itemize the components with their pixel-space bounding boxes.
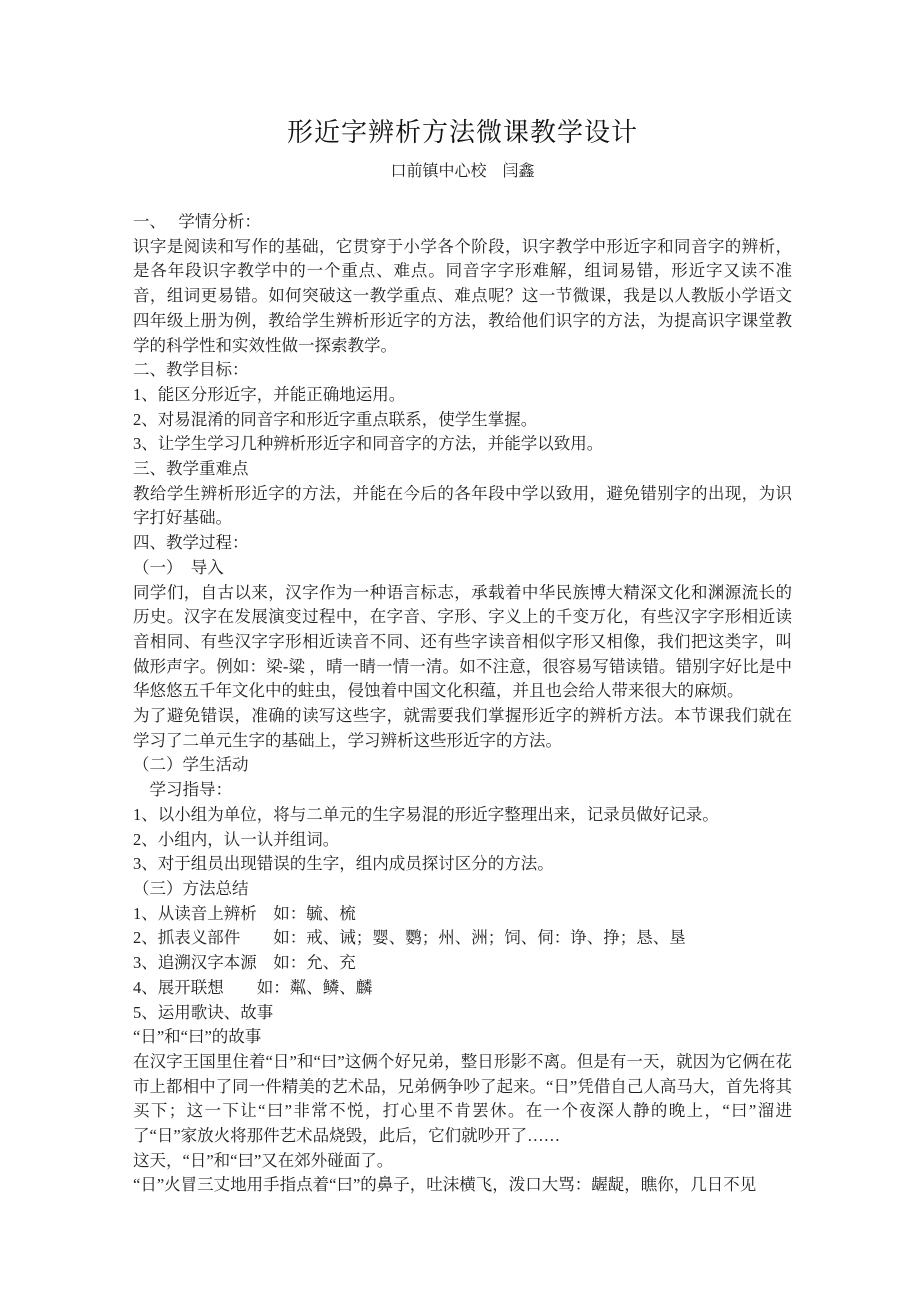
paragraph: 3、对于组员出现错误的生字，组内成员探讨区分的方法。 (133, 854, 554, 874)
paragraph: 2、抓表义部件 如：戒、诫；婴、鹦；州、洲；饲、伺：诤、挣；恳、垦 (133, 928, 686, 948)
document-title: 形近字辨析方法微课教学设计 (286, 118, 638, 147)
paragraph: “日”火冒三丈地用手指点着“曰”的鼻子，吐沫横飞，泼口大骂：龌龊，瞧你，几日不见 (133, 1175, 757, 1195)
paragraph: 三、教学重难点 (133, 459, 249, 479)
paragraph: 为了避免错误，准确的读写这些字，就需要我们掌握形近字的辨析方法。本节课我们就在学习了二单元生字的基础上，学习辨析这些形近字的方法。 (133, 706, 792, 750)
paragraph: （三）方法总结 (133, 878, 249, 898)
paragraph: 2、小组内，认一认并组词。 (133, 829, 340, 849)
paragraph: 3、追溯汉字本源 如：允、充 (133, 953, 356, 973)
paragraph: 四、教学过程： (133, 533, 249, 553)
paragraph: 教给学生辨析形近字的方法，并能在今后的各年段中学以致用，避免错别字的出现，为识字打好基础。 (133, 483, 792, 528)
document-content (0, 112, 920, 1198)
paragraph: 3、让学生学习几种辨析形近字和同音字的方法，并能学以致用。 (133, 434, 604, 454)
paragraph: 1、从读音上辨析 如：毓、梳 (133, 903, 356, 923)
paragraph: 5、运用歌诀、故事 (133, 1002, 274, 1022)
paragraph: 二、教学目标： (133, 360, 249, 380)
paragraph: 识字是阅读和写作的基础，它贯穿于小学各个阶段，识字教学中形近字和同音字的辨析，是各年段识字教学中的一个重点、难点。同音字字形难解，组词易错，形近字又读不准音，组词更易错。如何突破这一教学重点、难点呢？这一节微课，我是以人教版小学语文四年级上册为例，教给学生辨析形近字的方法，教给他们识字的方法，为提高识字课堂教学的科学性和实效性做一探索教学。 (133, 236, 792, 355)
paragraph: 同学们，自古以来，汉字作为一种语言标志，承载着中华民族博大精深文化和渊源流长的历史。汉字在发展演变过程中，在字音、字形、字义上的千变万化，有些汉字字形相近读音相同、有些汉字字形相近读音不同、还有些字读音相似字形又相像，我们把这类字，叫做形声字。例如：梁-粱 ，晴一睛一情一清。如不注意，很容易写错读错。错别字好比是中华悠悠五千年文化中的蛀虫，侵蚀着中国文化积蕴，并且也会给人带来很大的麻烦。 (133, 582, 792, 701)
paragraph: 一、 学情分析： (133, 212, 261, 231)
paragraph: 1、能区分形近字，并能正确地运用。 (133, 384, 406, 404)
document-body (133, 210, 792, 1198)
paragraph: 这天，“日”和“曰”又在郊外碰面了。 (133, 1150, 394, 1170)
document-byline: 口前镇中心校 闫鑫 (390, 163, 535, 180)
paragraph: 1、以小组为单位，将与二单元的生字易混的形近字整理出来，记录员做好记录。 (133, 804, 719, 824)
paragraph: 学习指导： (133, 780, 232, 800)
paragraph: 在汉字王国里住着“日”和“曰”这俩个好兄弟，整日形影不离。但是有一天，就因为它俩在花市上都相中了同一件精美的艺术品，兄弟俩争吵了起来。“日”凭借自己人高马大，首先将其买下；这一下让“曰”非常不悦，打心里不肯罢休。在一个夜深人静的晚上，“曰”溜进了“日”家放火将那件艺术品烧毁，此后，它们就吵开了…… (133, 1051, 792, 1146)
paragraph: （二）学生活动 (133, 755, 249, 775)
paragraph: 4、展开联想 如：粼、鳞、麟 (133, 977, 373, 997)
paragraph: “日”和“曰”的故事 (133, 1027, 262, 1047)
paragraph: 2、对易混淆的同音字和形近字重点联系，使学生掌握。 (133, 409, 538, 429)
paragraph: （一） 导入 (133, 557, 224, 577)
